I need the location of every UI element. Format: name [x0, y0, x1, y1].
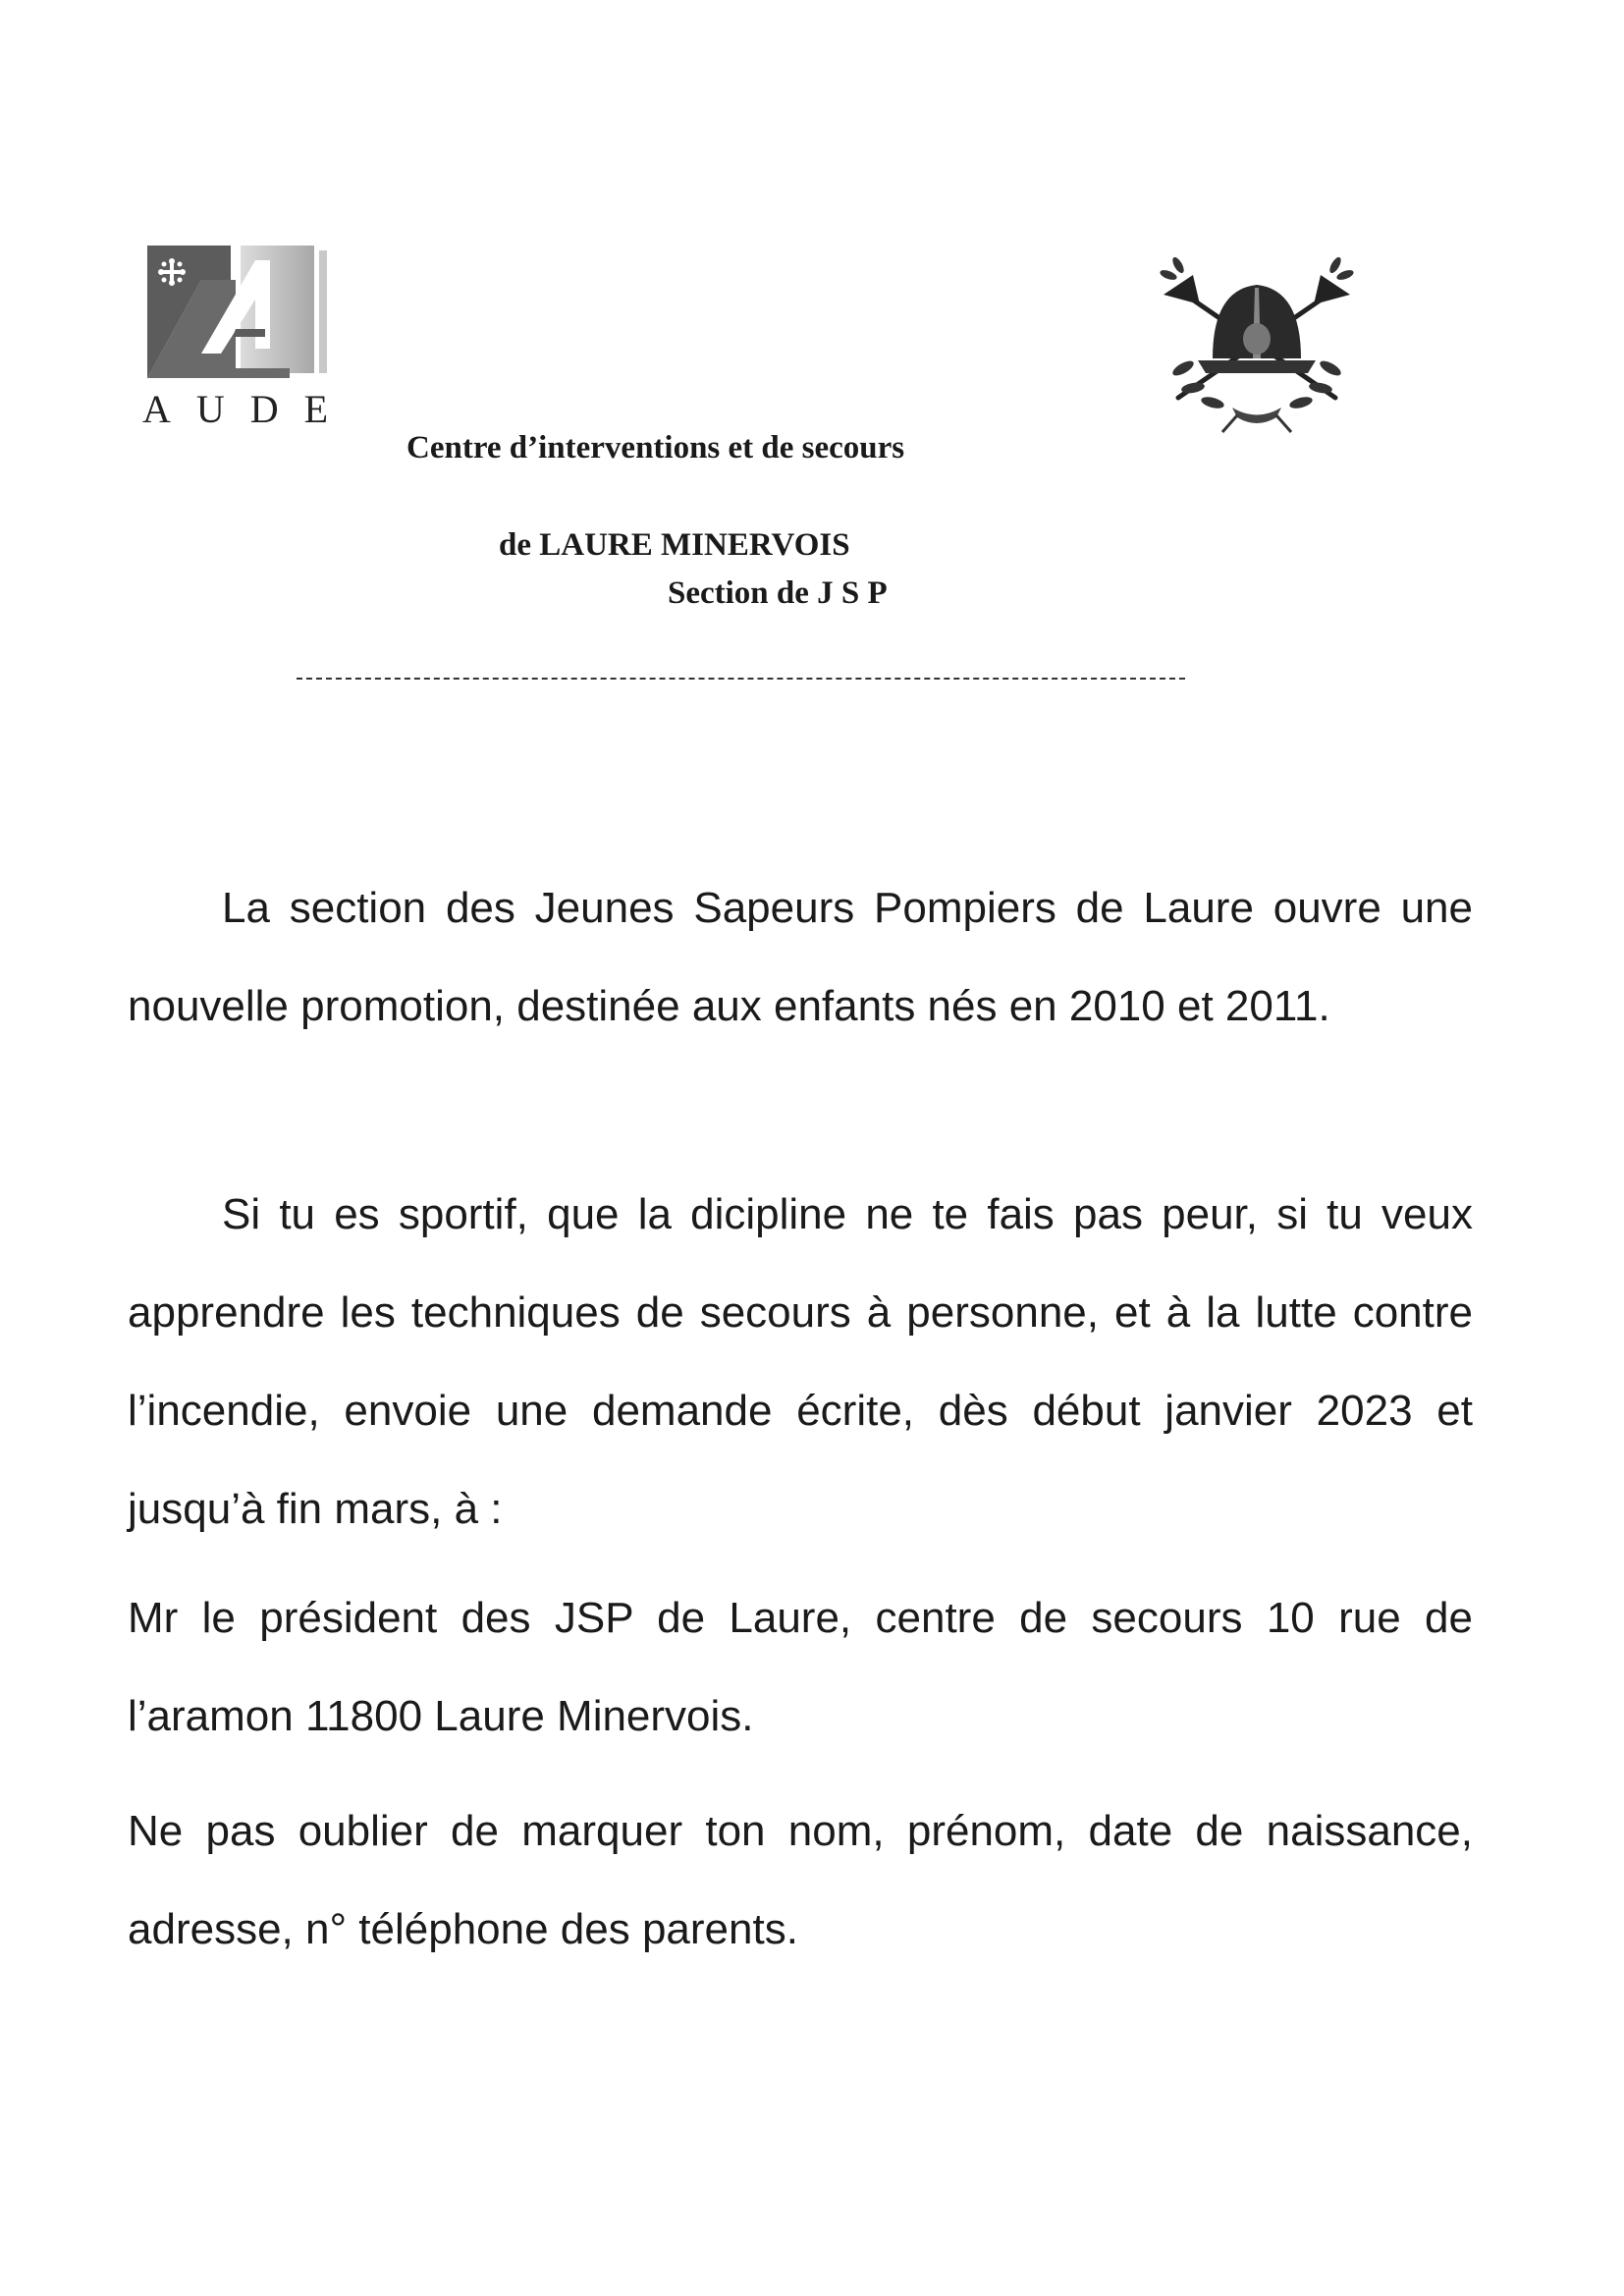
- aude-emblem-icon: [142, 241, 378, 388]
- header-location: de LAURE MINERVOIS: [499, 527, 850, 563]
- aude-logo-text: AUDE: [142, 387, 354, 431]
- aude-logo: [142, 241, 378, 437]
- helmet-axes-icon: [1139, 250, 1375, 437]
- header-title: Centre d’interventions et de secours: [406, 430, 905, 465]
- paragraph-address: Mr le président des JSP de Laure, centre de secours 10 rue de l’aramon 11800 Laure Minervois.: [128, 1594, 1473, 1740]
- paragraph-reminder: Ne pas oublier de marquer ton nom, prénom, date de naissance, adresse, n° téléphone des parents.: [128, 1807, 1473, 1953]
- dashed-separator: [297, 678, 1185, 680]
- sapeurs-pompiers-emblem: [1139, 250, 1375, 437]
- paragraph-announcement: La section des Jeunes Sapeurs Pompiers de Laure ouvre une nouvelle promotion, destinée aux enfants nés en 2010 et 2011.: [128, 884, 1473, 1030]
- header-section: Section de J S P: [668, 575, 888, 611]
- paragraph-invitation: Si tu es sportif, que la dicipline ne te fais pas peur, si tu veux apprendre les techniques de secours à personne, et à la lutte contre l’incendie, envoie une demande écrite, dès début janvier 2023 et jusqu’à fin mars, à :: [128, 1190, 1473, 1533]
